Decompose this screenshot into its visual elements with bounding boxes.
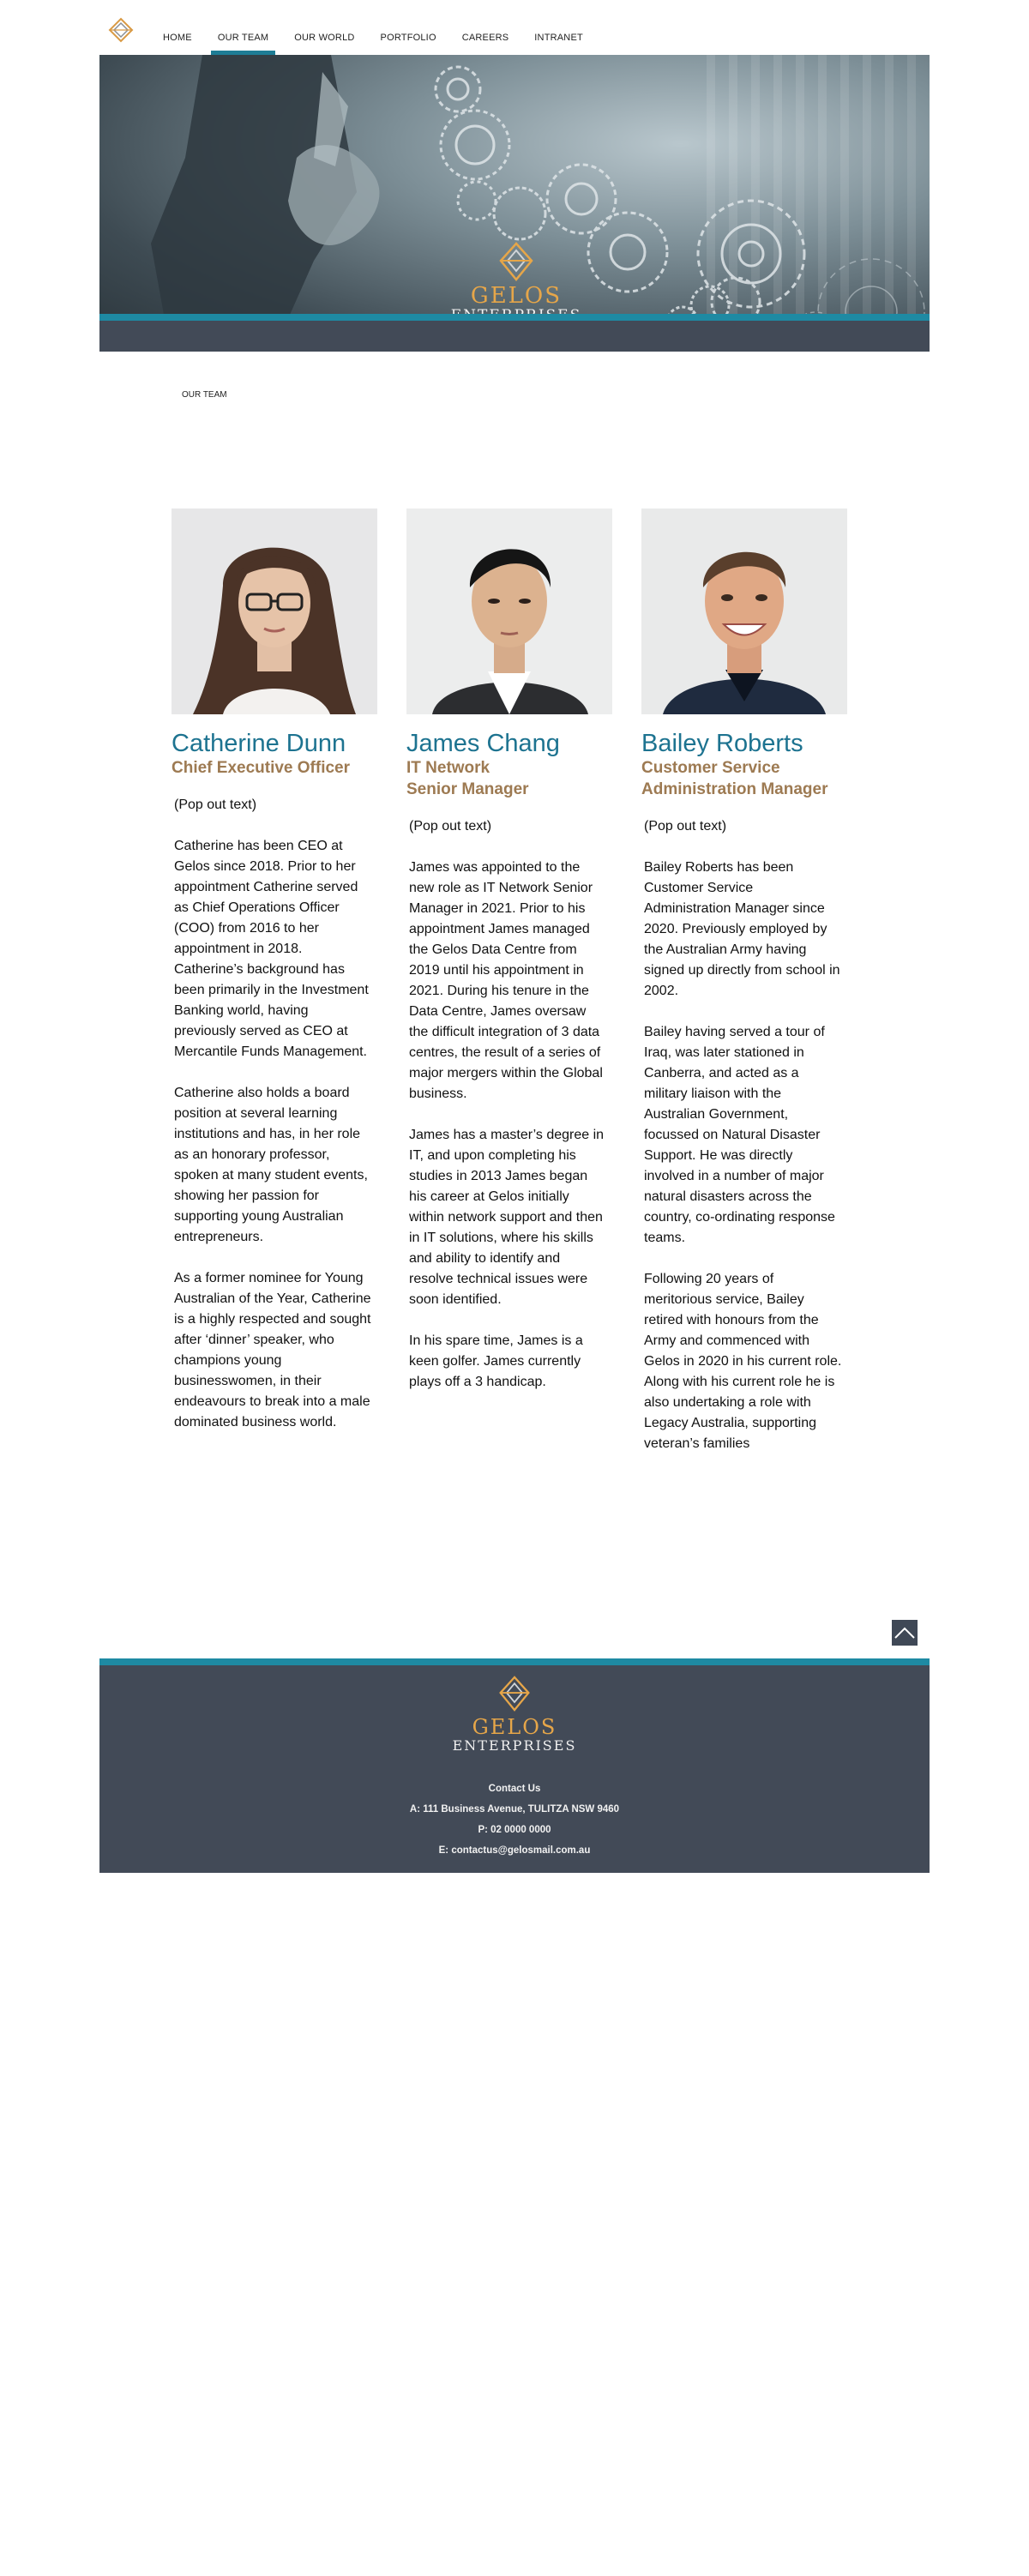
main-menu bbox=[156, 0, 602, 55]
top-nav bbox=[99, 0, 930, 55]
nav-portfolio[interactable]: PORTFOLIO bbox=[380, 33, 436, 43]
footer-teal-band bbox=[99, 1658, 930, 1665]
member-bio bbox=[641, 816, 843, 1454]
member-bio bbox=[172, 795, 373, 1433]
back-to-top-button[interactable] bbox=[892, 1620, 918, 1646]
portrait-catherine-dunn bbox=[172, 509, 377, 714]
team-member-card bbox=[641, 509, 847, 1475]
bio-paragraph: James has a master’s degree in IT, and upon completing his studies in 2013 James began his career at Gelos initially within network support and then in IT solutions, where his skills and ability to identify and resolve technical issues were soon identified. bbox=[409, 1127, 605, 1307]
bio-paragraph: As a former nominee for Young Australian of the Year, Catherine is a highly respected and sought after ‘dinner’ speaker, who champions young businesswomen, in their endeavours to break into a male dominated business world. bbox=[174, 1271, 371, 1430]
bio-paragraph: Bailey Roberts has been Customer Service Administration Manager since 2020. Previously employed by the Australian Army having signed up directly from school in 2002. bbox=[644, 859, 840, 998]
site-container bbox=[99, 0, 930, 1451]
bio-paragraph: James was appointed to the new role as IT Network Senior Manager in 2021. Prior to his appointment James managed the Gelos Data Centre from 2019 until his appointment in 2021. During his tenure in the Data Centre, James oversaw the difficult integration of 3 data centres, the result of a series of major mergers within the Global business. bbox=[409, 859, 603, 1101]
hero-dark-band bbox=[99, 321, 930, 352]
hero-banner bbox=[99, 55, 930, 352]
nav-home[interactable]: HOME bbox=[163, 33, 192, 43]
bio-paragraph: (Pop out text) bbox=[644, 818, 727, 834]
contact-heading: Contact Us bbox=[488, 1784, 541, 1794]
member-role: IT Network Senior Manager bbox=[406, 759, 529, 799]
hero-teal-band bbox=[99, 314, 930, 321]
contact-address: A: 111 Business Avenue, TULITZA NSW 9460 bbox=[409, 1804, 620, 1815]
footer bbox=[99, 1658, 930, 1873]
nav-our-team[interactable]: OUR TEAM bbox=[211, 0, 275, 55]
member-bio bbox=[406, 816, 608, 1393]
hero-brand-name: GELOS bbox=[470, 283, 563, 309]
contact-block bbox=[99, 1779, 930, 1861]
footer-brand-subtitle: ENTERPRISES bbox=[452, 1737, 577, 1754]
hero-diamond-logo-icon bbox=[497, 242, 535, 281]
contact-email[interactable]: E: contactus@gelosmail.com.au bbox=[438, 1845, 591, 1856]
footer-brand-name: GELOS bbox=[472, 1715, 557, 1739]
member-role: Customer Service Administration Manager bbox=[641, 759, 828, 799]
member-name: Bailey Roberts bbox=[641, 730, 803, 757]
member-name: James Chang bbox=[406, 730, 560, 757]
hero-brand bbox=[430, 242, 602, 324]
footer-brand bbox=[429, 1676, 600, 1754]
bio-paragraph: (Pop out text) bbox=[409, 818, 492, 834]
contact-phone[interactable]: P: 02 0000 0000 bbox=[478, 1825, 551, 1835]
member-name: Catherine Dunn bbox=[172, 730, 346, 757]
gelos-logo-icon[interactable] bbox=[108, 17, 134, 43]
nav-our-world[interactable]: OUR WORLD bbox=[294, 33, 355, 43]
bio-paragraph: Bailey having served a tour of Iraq, was later stationed in Canberra, and acted as a military liaison with the Australian Government, focussed on Natural Disaster Support. He was directly involved in a number of major natural disasters across the country, co-ordinating response teams. bbox=[644, 1024, 835, 1245]
bio-paragraph: Catherine has been CEO at Gelos since 2018. Prior to her appointment Catherine served as Chief Operations Officer (COO) from 2016 to her appointment in 2018. Catherine’s background has been primarily in the Investment Banking world, having previously served as CEO at Mercantile Funds Management. bbox=[174, 839, 369, 1060]
team-member-card bbox=[406, 509, 612, 1413]
chevron-up-icon bbox=[892, 1620, 918, 1646]
breadcrumb: OUR TEAM bbox=[182, 390, 227, 400]
bio-paragraph: Catherine also holds a board position at several learning institutions and has, in her role as an honorary professor, spoken at many student events, showing her passion for supporting young Australian entrepreneurs. bbox=[174, 1086, 368, 1245]
bio-paragraph: Following 20 years of meritorious service, Bailey retired with honours from the Army and commenced with Gelos in 2020 in his current role. Along with his current role he is also undertaking a role with Legacy Australia, supporting veteran’s families bbox=[644, 1271, 842, 1451]
team-member-card bbox=[172, 509, 377, 1454]
nav-careers[interactable]: CAREERS bbox=[461, 33, 509, 43]
bio-paragraph: In his spare time, James is a keen golfer. James currently plays off a 3 handicap. bbox=[409, 1333, 583, 1389]
nav-intranet[interactable]: INTRANET bbox=[534, 33, 583, 43]
member-role: Chief Executive Officer bbox=[172, 759, 351, 778]
bio-paragraph: (Pop out text) bbox=[174, 797, 257, 813]
portrait-bailey-roberts bbox=[641, 509, 847, 714]
footer-diamond-logo-icon bbox=[497, 1676, 532, 1712]
portrait-james-chang bbox=[406, 509, 612, 714]
